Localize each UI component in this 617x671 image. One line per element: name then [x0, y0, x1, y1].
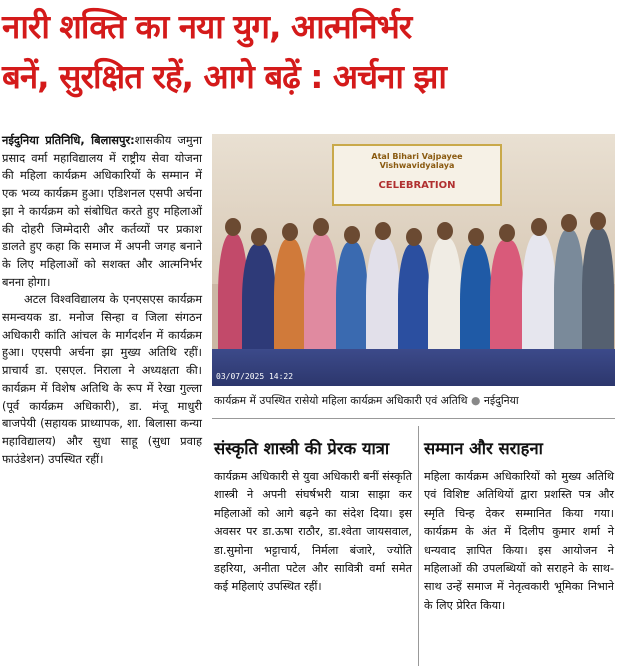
left-para-1-text: शासकीय जमुना प्रसाद वर्मा महाविद्यालय में राष्ट्रीय सेवा योजना की महिला कार्यक्रम अधिकारियों के सम्मान में एक भव्य कार्यक्रम हुआ। एडिशनल एसपी अर्चना झा ने कार्यक्रम को संबोधित करते हुए महिलाओं की दोहरी जिम्मेदारी और कर्तव्यों पर प्रकाश डालते हुए कहा कि समाज में अपनी जगह बनाने के लिए महिलाओं को सशक्त और आत्मनिर्भर बनना होगा। [2, 133, 203, 289]
section2-heading: सम्मान और सराहना [424, 439, 543, 458]
person-head [437, 222, 453, 240]
person-head [590, 212, 606, 230]
photo-timestamp: 03/07/2025 14:22 [216, 372, 294, 381]
headline [2, 2, 614, 102]
person-head [375, 222, 391, 240]
section1-heading: संस्कृति शास्त्री की प्रेरक यात्रा [214, 439, 390, 458]
person-head [251, 228, 267, 246]
photo-caption [214, 393, 614, 408]
event-photo [212, 134, 615, 386]
person-head [313, 218, 329, 236]
section2-body: महिला कार्यक्रम अधिकारियों को मुख्य अतिथि एवं विशिष्ट अतिथियों द्वारा प्रशस्ति पत्र और स्मृति चिन्ह देकर सम्मानित किया गया। कार्यक्रम के अंत में दिलीप कुमार शर्मा ने धन्यवाद ज्ञापित किया। इस आयोजन ने महिलाओं की उपलब्धियों को सराहने के साथ-साथ उन्हें समाज में नेतृत्वकारी भूमिका निभाने के लिए प्रेरित किया। [424, 470, 614, 612]
person-head [561, 214, 577, 232]
column-divider [418, 426, 419, 666]
headline-line-2: बनें, सुरक्षित रहें, आगे बढ़ें : अर्चना झा [2, 57, 446, 96]
caption-credit: नईदुनिया [483, 394, 519, 407]
person-head [531, 218, 547, 236]
person-head [282, 223, 298, 241]
person-head [499, 224, 515, 242]
left-para-1 [2, 132, 202, 291]
person-head [406, 228, 422, 246]
section-divider [212, 418, 615, 419]
person-head [344, 226, 360, 244]
banner-line-2: CELEBRATION [378, 180, 456, 191]
banner-line-1: Atal Bihari Vajpayee Vishwavidyalaya [371, 152, 463, 170]
dateline: नईदुनिया प्रतिनिधि, बिलासपुर: [2, 133, 135, 147]
person-head [468, 228, 484, 246]
section1-body: कार्यक्रम अधिकारी से युवा अधिकारी बनीं संस्कृति शास्त्री ने अपनी संघर्षभरी यात्रा साझा कर महिलाओं को आगे बढ़ने का संदेश दिया। इस अवसर पर डा.ऊषा राठौर, डा.श्वेता जायसवाल, डा.सुमोना भट्टाचार्य, निर्मला बंजारे, ज्योति डहरिया, अनीता पटेल और सावित्री वर्मा समेत कई महिलाएं उपस्थित रहीं। [214, 470, 412, 594]
caption-text: कार्यक्रम में उपस्थित रासेयो महिला कार्यक्रम अधिकारी एवं अतिथि [214, 394, 468, 407]
left-column [2, 132, 202, 468]
headline-line-1: नारी शक्ति का नया युग, आत्मनिर्भर [2, 7, 412, 46]
person-head [225, 218, 241, 236]
left-para-2: अटल विश्वविद्यालय के एनएसएस कार्यक्रम समन्वयक डा. मनोज सिन्हा व जिला संगठन अधिकारी कांति आंचल के मार्गदर्शन में कार्यक्रम हुआ। एएसपी अर्चना झा मुख्य अतिथि रहीं। प्राचार्य डा. एसएल. निराला ने अध्यक्षता की। कार्यक्रम में विशेष अतिथि के रूप में रेखा गुल्ला (पूर्व कार्यक्रम अधिकारी), डा. मंजू माधुरी बाजपेयी (सहायक प्राध्यापक, शा. बिलासा कन्या महाविद्यालय) और सुधा साहू (सुधा प्रवाह फाउंडेशन) उपस्थित रहीं। [2, 292, 202, 466]
caption-separator: ● [470, 394, 481, 407]
